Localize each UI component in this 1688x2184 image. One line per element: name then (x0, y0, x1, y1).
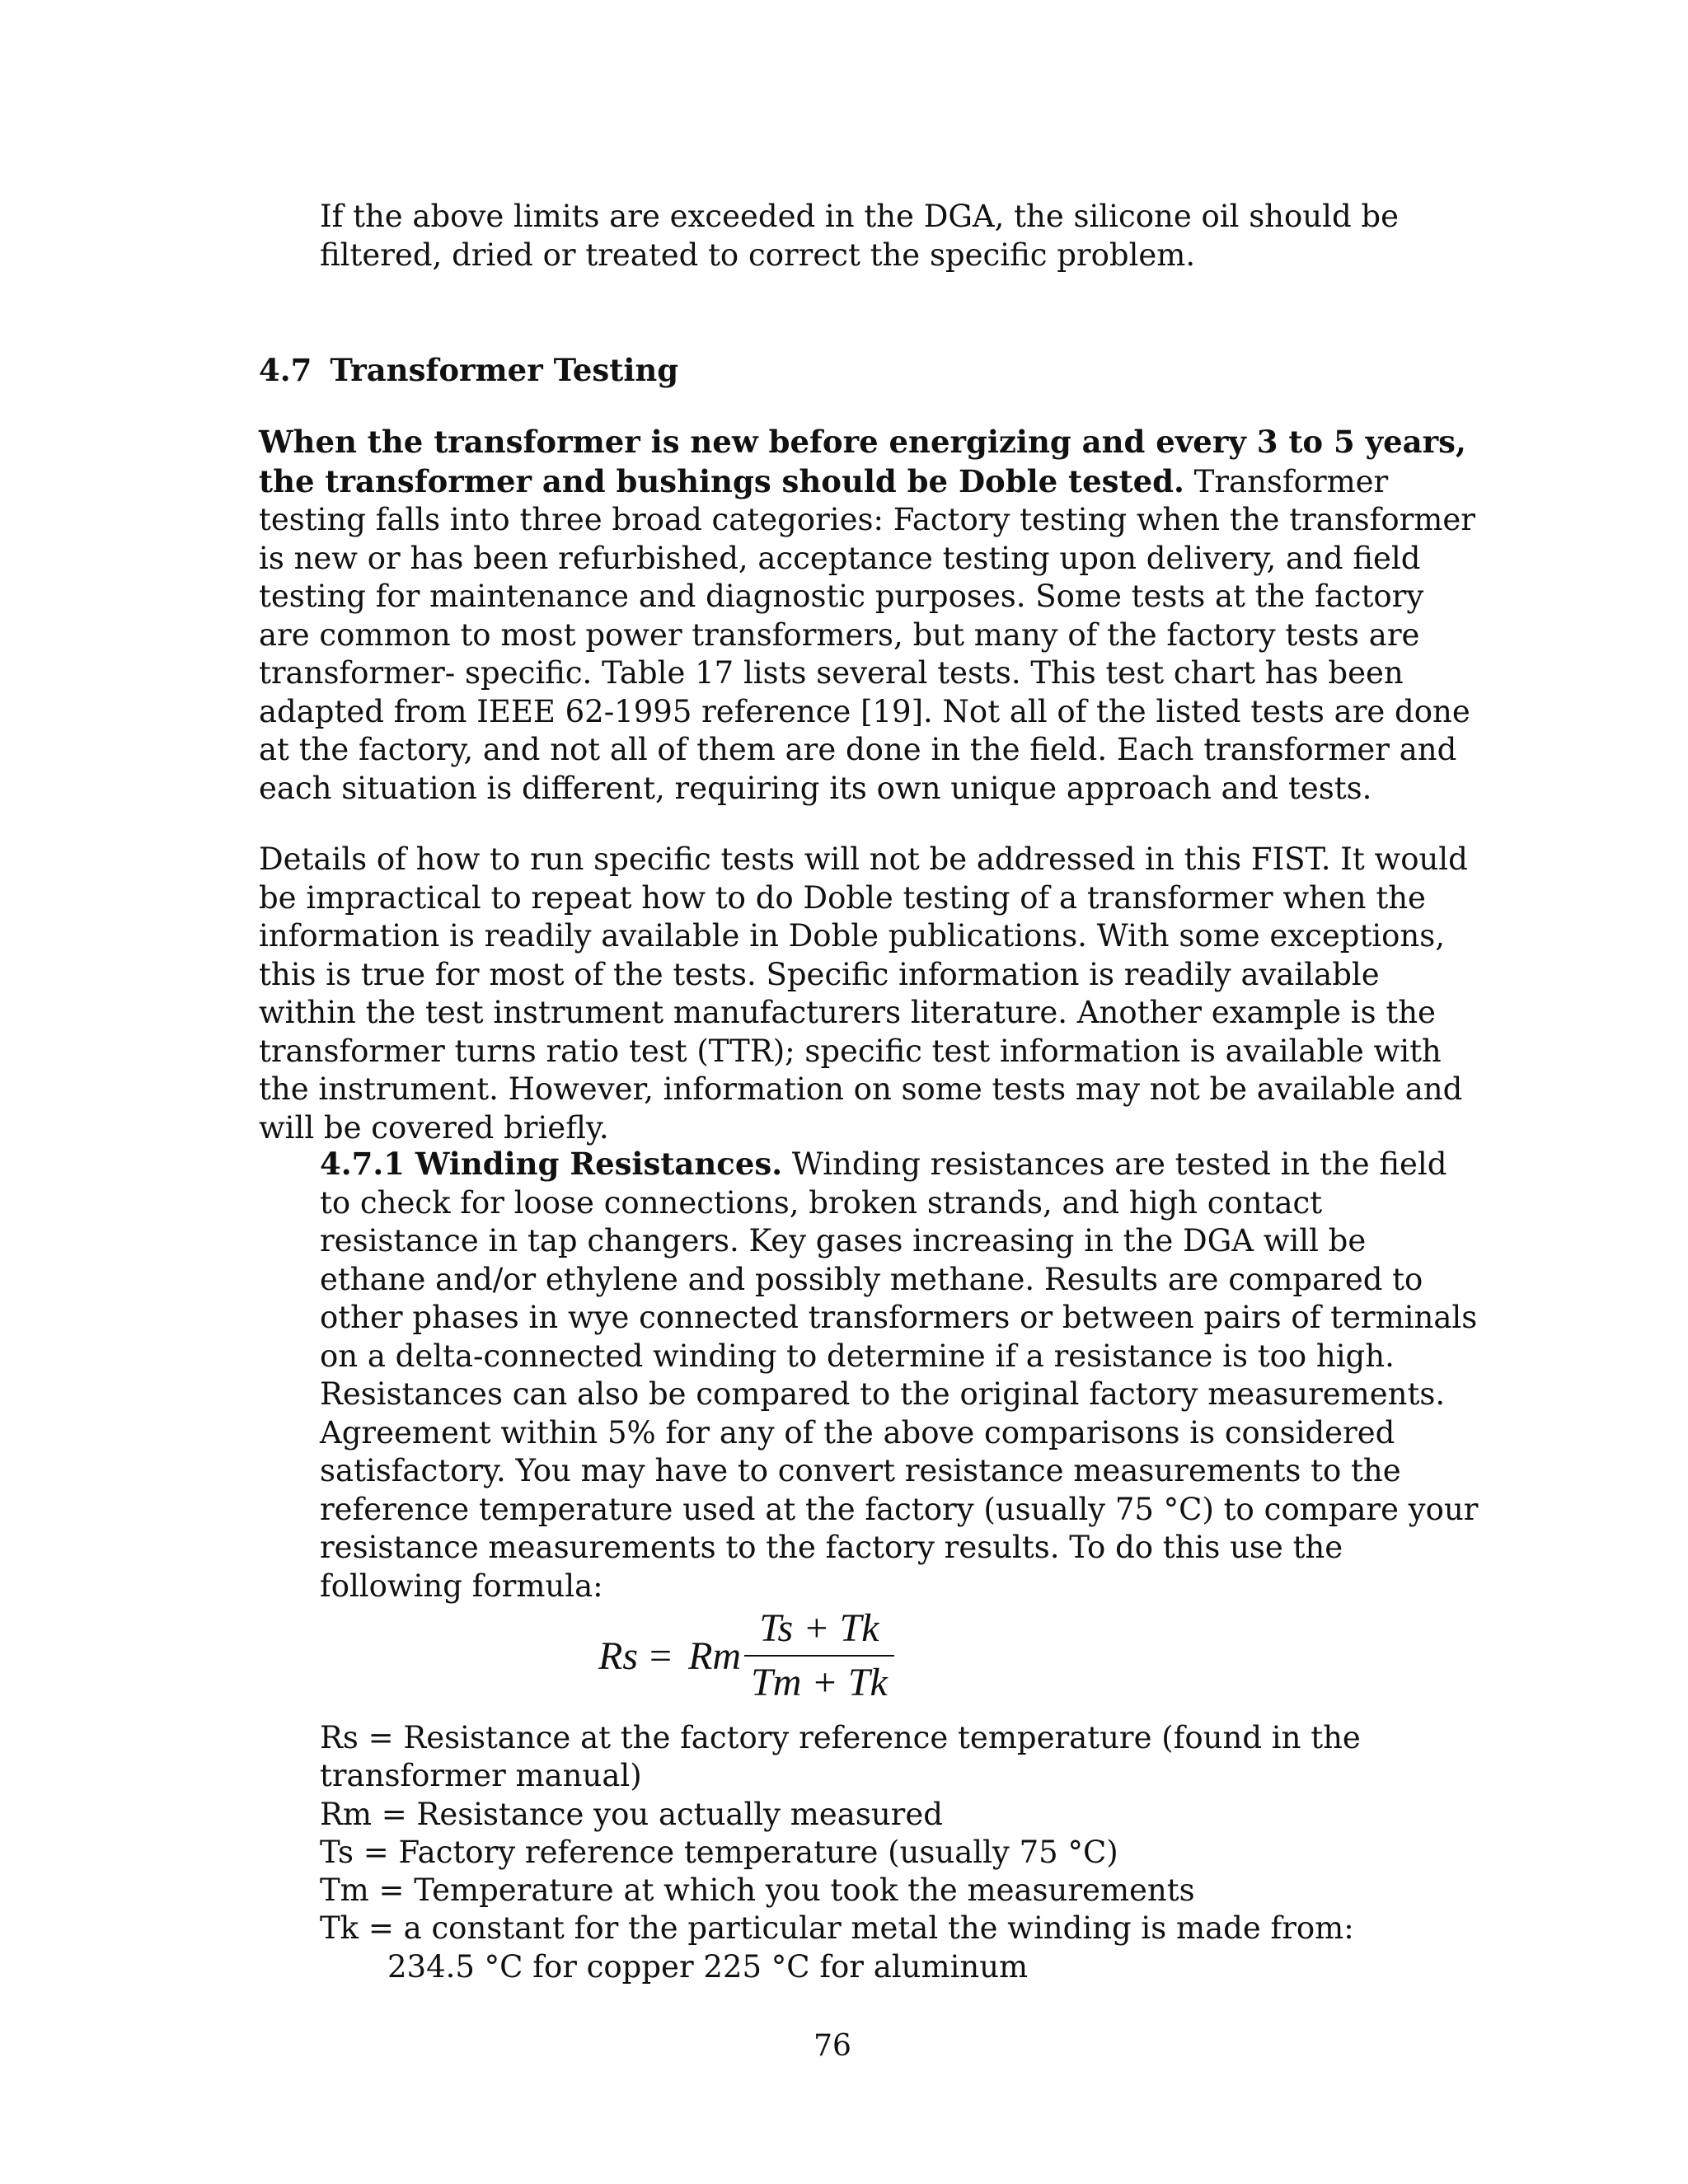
definition-tm: Tm = Temperature at which you took the measurements (320, 1872, 1195, 1909)
definition-ts: Ts = Factory reference temperature (usually 75 °C) (320, 1834, 1118, 1870)
subsection-body: Winding resistances are tested in the field to check for loose connections, broken strands, and high contact resistance in tap changers. Key gases increasing in the DGA will be ethane and/or ethylene and possibly methane. Results are compared to other phases in wye connected transformers or between pairs of terminals on a delta-connected winding to determine if a resistance is too high. Resistances can also be compared to the original factory measurements. Agreement within 5% for any of the above comparisons is considered satisfactory. You may have to convert resistance measurements to the reference temperature used at the factory (usually 75 °C) to compare your resistance measurements to the factory results. To do this use the following formula: (320, 1146, 1479, 1604)
section-heading (259, 351, 678, 390)
formula-equals: = (649, 1633, 673, 1678)
formula-factor: Rm (688, 1633, 742, 1678)
testing-paragraph-bold-lead: When the transformer is new before energizing and every 3 to 5 years, the transformer and bushings should be Doble tested. (259, 424, 1466, 499)
formula-fraction (744, 1605, 894, 1706)
resistance-formula (598, 1605, 894, 1706)
definition-tk-values: 234.5 °C for copper 225 °C for aluminum (387, 1948, 1029, 1985)
page-number: 76 (814, 2029, 851, 2063)
section-number: 4.7 (259, 352, 312, 388)
section-title: Transformer Testing (330, 352, 679, 388)
definition-tk: Tk = a constant for the particular metal the winding is made from: (320, 1910, 1354, 1947)
definition-rm: Rm = Resistance you actually measured (320, 1796, 943, 1832)
intro-paragraph: If the above limits are exceeded in the DGA, the silicone oil should be filtered, dried or treated to correct the specific problem. (320, 199, 1399, 273)
testing-paragraph-body: Transformer testing falls into three broad categories: Factory testing when the transformer is new or has been refurbished, acceptance testing upon delivery, and field testing for maintenance and diagnostic purposes. Some tests at the factory are common to most power transformers, but many of the factory tests are transformer- specific. Table 17 lists several tests. This test chart has been adapted from IEEE 62-1995 reference [19]. Not all of the listed tests are done at the factory, and not all of them are done in the field. Each transformer and each situation is different, requiring its own unique approach and tests. (259, 463, 1475, 806)
winding-resistance-paragraph (320, 1145, 1479, 1605)
variable-definitions (320, 1719, 1490, 1986)
testing-paragraph (259, 423, 1479, 808)
details-paragraph: Details of how to run specific tests will not be addressed in this FIST. It would be impractical to repeat how to do Doble testing of a transformer when the information is readily available in Doble publications. With some exceptions, this is true for most of the tests. Specific information is readily available within the test instrument manufacturers literature. Another example is the transformer turns ratio test (TTR); specific test information is available with the instrument. However, information on some tests may not be available and will be covered briefly. (259, 841, 1468, 1146)
formula-denominator: Tm + Tk (751, 1661, 888, 1704)
subsection-heading: 4.7.1 Winding Resistances. (320, 1146, 783, 1182)
formula-lhs: Rs (598, 1633, 638, 1678)
formula-numerator: Ts + Tk (759, 1606, 879, 1650)
definition-rs: Rs = Resistance at the factory reference temperature (found in the transformer manual) (320, 1720, 1361, 1794)
